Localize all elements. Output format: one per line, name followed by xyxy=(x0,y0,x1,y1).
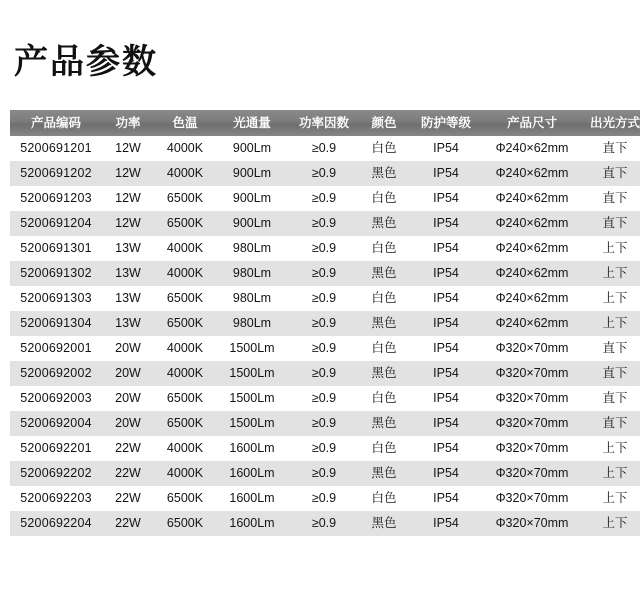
cell-color-temperature: 6500K xyxy=(154,311,216,336)
cell-protection-rating: IP54 xyxy=(408,436,484,461)
cell-light-direction: 上下 xyxy=(580,311,640,336)
table-row xyxy=(10,436,640,461)
cell-light-direction: 直下 xyxy=(580,336,640,361)
cell-protection-rating: IP54 xyxy=(408,186,484,211)
cell-power-factor: ≥0.9 xyxy=(288,336,360,361)
cell-color: 黑色 xyxy=(360,161,408,186)
cell-color: 白色 xyxy=(360,336,408,361)
cell-power: 22W xyxy=(102,461,154,486)
table-row xyxy=(10,311,640,336)
cell-product-code: 5200691201 xyxy=(10,136,102,161)
cell-color: 黑色 xyxy=(360,511,408,536)
cell-product-code: 5200692003 xyxy=(10,386,102,411)
table-row xyxy=(10,161,640,186)
cell-color-temperature: 4000K xyxy=(154,461,216,486)
cell-power-factor: ≥0.9 xyxy=(288,436,360,461)
cell-product-size: Φ240×62mm xyxy=(484,161,580,186)
cell-product-code: 5200691203 xyxy=(10,186,102,211)
column-header-power-factor: 功率因数 xyxy=(288,110,360,136)
cell-product-code: 5200692004 xyxy=(10,411,102,436)
cell-protection-rating: IP54 xyxy=(408,311,484,336)
cell-light-direction: 上下 xyxy=(580,236,640,261)
cell-power: 20W xyxy=(102,361,154,386)
cell-light-direction: 直下 xyxy=(580,186,640,211)
cell-product-code: 5200692202 xyxy=(10,461,102,486)
cell-light-direction: 直下 xyxy=(580,161,640,186)
column-header-light-direction: 出光方式 xyxy=(580,110,640,136)
cell-light-direction: 直下 xyxy=(580,136,640,161)
cell-power-factor: ≥0.9 xyxy=(288,311,360,336)
cell-protection-rating: IP54 xyxy=(408,486,484,511)
cell-product-size: Φ320×70mm xyxy=(484,386,580,411)
cell-power: 12W xyxy=(102,186,154,211)
cell-power: 22W xyxy=(102,511,154,536)
cell-power-factor: ≥0.9 xyxy=(288,236,360,261)
table-row xyxy=(10,411,640,436)
cell-product-code: 5200692002 xyxy=(10,361,102,386)
cell-product-code: 5200692203 xyxy=(10,486,102,511)
cell-protection-rating: IP54 xyxy=(408,336,484,361)
cell-color: 白色 xyxy=(360,136,408,161)
cell-color: 白色 xyxy=(360,436,408,461)
cell-product-code: 5200691302 xyxy=(10,261,102,286)
table-row xyxy=(10,211,640,236)
cell-color-temperature: 4000K xyxy=(154,336,216,361)
column-header-color-temperature: 色温 xyxy=(154,110,216,136)
cell-luminous-flux: 980Lm xyxy=(216,311,288,336)
table-header xyxy=(10,110,640,136)
cell-power-factor: ≥0.9 xyxy=(288,511,360,536)
cell-color: 白色 xyxy=(360,286,408,311)
cell-product-code: 5200691301 xyxy=(10,236,102,261)
page-title: 产品参数 xyxy=(14,43,158,81)
cell-power: 20W xyxy=(102,411,154,436)
cell-protection-rating: IP54 xyxy=(408,211,484,236)
cell-color: 黑色 xyxy=(360,361,408,386)
cell-product-size: Φ240×62mm xyxy=(484,286,580,311)
cell-color-temperature: 4000K xyxy=(154,161,216,186)
cell-color: 白色 xyxy=(360,486,408,511)
cell-protection-rating: IP54 xyxy=(408,511,484,536)
cell-color: 白色 xyxy=(360,236,408,261)
cell-color-temperature: 6500K xyxy=(154,386,216,411)
table-row xyxy=(10,386,640,411)
cell-product-size: Φ320×70mm xyxy=(484,336,580,361)
cell-color-temperature: 4000K xyxy=(154,236,216,261)
table-row xyxy=(10,286,640,311)
table-header-row xyxy=(10,110,640,136)
cell-power-factor: ≥0.9 xyxy=(288,461,360,486)
column-header-luminous-flux: 光通量 xyxy=(216,110,288,136)
cell-luminous-flux: 900Lm xyxy=(216,136,288,161)
column-header-product-size: 产品尺寸 xyxy=(484,110,580,136)
cell-product-size: Φ240×62mm xyxy=(484,186,580,211)
table-row xyxy=(10,511,640,536)
cell-power: 13W xyxy=(102,286,154,311)
cell-color-temperature: 4000K xyxy=(154,436,216,461)
cell-protection-rating: IP54 xyxy=(408,236,484,261)
cell-luminous-flux: 1500Lm xyxy=(216,386,288,411)
column-header-product-code: 产品编码 xyxy=(10,110,102,136)
cell-product-size: Φ320×70mm xyxy=(484,486,580,511)
cell-power: 22W xyxy=(102,436,154,461)
cell-luminous-flux: 980Lm xyxy=(216,236,288,261)
cell-luminous-flux: 980Lm xyxy=(216,261,288,286)
cell-color-temperature: 6500K xyxy=(154,186,216,211)
cell-light-direction: 直下 xyxy=(580,361,640,386)
cell-power-factor: ≥0.9 xyxy=(288,211,360,236)
cell-color: 白色 xyxy=(360,186,408,211)
cell-light-direction: 上下 xyxy=(580,511,640,536)
cell-luminous-flux: 900Lm xyxy=(216,186,288,211)
cell-luminous-flux: 900Lm xyxy=(216,161,288,186)
cell-light-direction: 上下 xyxy=(580,286,640,311)
cell-color: 黑色 xyxy=(360,211,408,236)
cell-power-factor: ≥0.9 xyxy=(288,186,360,211)
cell-product-size: Φ240×62mm xyxy=(484,261,580,286)
cell-luminous-flux: 1500Lm xyxy=(216,361,288,386)
cell-product-size: Φ240×62mm xyxy=(484,211,580,236)
cell-protection-rating: IP54 xyxy=(408,161,484,186)
cell-color-temperature: 6500K xyxy=(154,511,216,536)
cell-color-temperature: 6500K xyxy=(154,411,216,436)
table-row xyxy=(10,361,640,386)
table-row xyxy=(10,461,640,486)
cell-luminous-flux: 1600Lm xyxy=(216,436,288,461)
cell-color-temperature: 6500K xyxy=(154,286,216,311)
cell-color-temperature: 4000K xyxy=(154,261,216,286)
cell-power-factor: ≥0.9 xyxy=(288,136,360,161)
column-header-color: 颜色 xyxy=(360,110,408,136)
parameters-table-container xyxy=(10,110,640,536)
cell-power: 13W xyxy=(102,311,154,336)
cell-color-temperature: 6500K xyxy=(154,486,216,511)
cell-power: 13W xyxy=(102,261,154,286)
cell-light-direction: 上下 xyxy=(580,436,640,461)
cell-light-direction: 直下 xyxy=(580,386,640,411)
column-header-power: 功率 xyxy=(102,110,154,136)
cell-color: 白色 xyxy=(360,386,408,411)
cell-luminous-flux: 900Lm xyxy=(216,211,288,236)
cell-product-code: 5200691304 xyxy=(10,311,102,336)
cell-power: 20W xyxy=(102,336,154,361)
cell-power: 12W xyxy=(102,136,154,161)
parameters-table xyxy=(10,110,640,536)
cell-power: 22W xyxy=(102,486,154,511)
cell-protection-rating: IP54 xyxy=(408,261,484,286)
cell-product-code: 5200691204 xyxy=(10,211,102,236)
cell-luminous-flux: 1600Lm xyxy=(216,461,288,486)
cell-light-direction: 上下 xyxy=(580,461,640,486)
cell-light-direction: 直下 xyxy=(580,411,640,436)
cell-power-factor: ≥0.9 xyxy=(288,361,360,386)
cell-light-direction: 上下 xyxy=(580,486,640,511)
cell-power-factor: ≥0.9 xyxy=(288,161,360,186)
cell-protection-rating: IP54 xyxy=(408,411,484,436)
cell-power-factor: ≥0.9 xyxy=(288,261,360,286)
cell-luminous-flux: 1500Lm xyxy=(216,336,288,361)
cell-color-temperature: 4000K xyxy=(154,361,216,386)
cell-power-factor: ≥0.9 xyxy=(288,411,360,436)
cell-luminous-flux: 1500Lm xyxy=(216,411,288,436)
cell-light-direction: 直下 xyxy=(580,211,640,236)
column-header-protection-rating: 防护等级 xyxy=(408,110,484,136)
cell-power: 12W xyxy=(102,161,154,186)
cell-product-code: 5200692201 xyxy=(10,436,102,461)
cell-luminous-flux: 1600Lm xyxy=(216,511,288,536)
cell-product-size: Φ320×70mm xyxy=(484,511,580,536)
cell-power-factor: ≥0.9 xyxy=(288,386,360,411)
cell-color-temperature: 6500K xyxy=(154,211,216,236)
table-row xyxy=(10,236,640,261)
cell-light-direction: 上下 xyxy=(580,261,640,286)
cell-protection-rating: IP54 xyxy=(408,386,484,411)
table-row xyxy=(10,486,640,511)
table-row xyxy=(10,261,640,286)
cell-product-code: 5200692001 xyxy=(10,336,102,361)
cell-protection-rating: IP54 xyxy=(408,136,484,161)
cell-color-temperature: 4000K xyxy=(154,136,216,161)
cell-product-size: Φ320×70mm xyxy=(484,461,580,486)
table-row xyxy=(10,186,640,211)
cell-color: 黑色 xyxy=(360,461,408,486)
cell-luminous-flux: 980Lm xyxy=(216,286,288,311)
cell-product-size: Φ240×62mm xyxy=(484,311,580,336)
cell-power-factor: ≥0.9 xyxy=(288,486,360,511)
cell-luminous-flux: 1600Lm xyxy=(216,486,288,511)
cell-color: 黑色 xyxy=(360,261,408,286)
cell-product-code: 5200692204 xyxy=(10,511,102,536)
cell-product-size: Φ320×70mm xyxy=(484,436,580,461)
cell-protection-rating: IP54 xyxy=(408,361,484,386)
cell-protection-rating: IP54 xyxy=(408,286,484,311)
table-row xyxy=(10,336,640,361)
cell-product-size: Φ320×70mm xyxy=(484,361,580,386)
cell-power: 12W xyxy=(102,211,154,236)
cell-power: 20W xyxy=(102,386,154,411)
cell-protection-rating: IP54 xyxy=(408,461,484,486)
cell-product-code: 5200691202 xyxy=(10,161,102,186)
cell-power-factor: ≥0.9 xyxy=(288,286,360,311)
cell-color: 黑色 xyxy=(360,311,408,336)
table-row xyxy=(10,136,640,161)
cell-product-size: Φ240×62mm xyxy=(484,236,580,261)
cell-product-code: 5200691303 xyxy=(10,286,102,311)
table-body xyxy=(10,136,640,536)
cell-product-size: Φ240×62mm xyxy=(484,136,580,161)
cell-power: 13W xyxy=(102,236,154,261)
cell-color: 黑色 xyxy=(360,411,408,436)
cell-product-size: Φ320×70mm xyxy=(484,411,580,436)
